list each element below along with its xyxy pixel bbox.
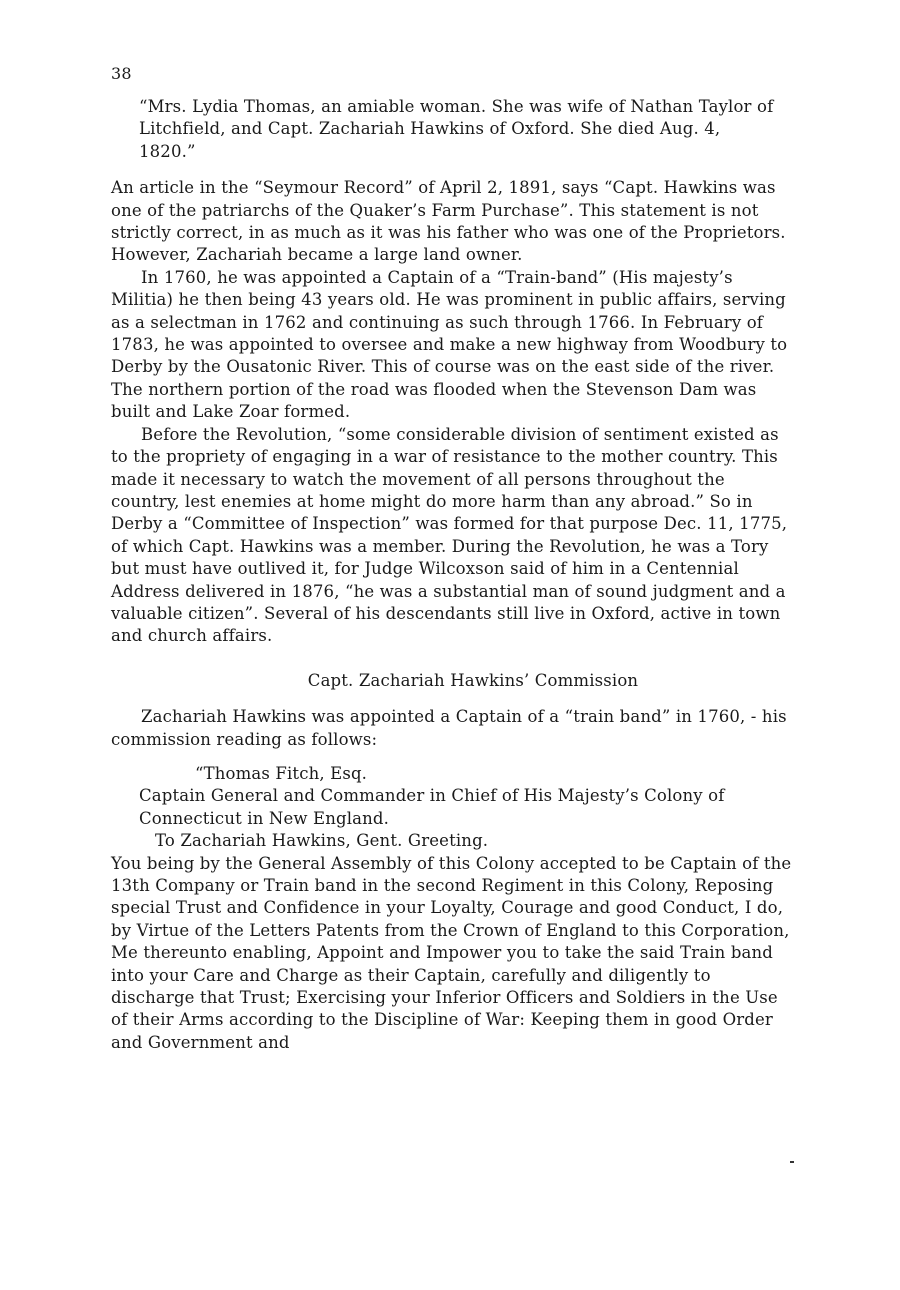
commission-salutation: “Thomas Fitch, Esq. — [195, 763, 368, 783]
commission-body: You being by the General Assembly of this Colony accepted to be Captain of the 13th Company or Train band in the second Regiment in this Colony, Reposing special Trust and Confidence in your Loyalty, Courage and good Conduct, I do, by Virtue of the Letters Patents from the Crown of England to this Corporation, Me thereunto enabling, Appoint and Impower you to take the said Train band into your Care and Charge as their Captain, carefully and diligently to discharge that Trust; Exercising your Inferior Officers and Soldiers in the Use of their Arms according to the Discipline of War: Keeping them in good Order and Government and — [111, 853, 792, 1052]
commission-greeting: To Zachariah Hawkins, Gent. Greeting. — [155, 831, 489, 851]
seymour-record-paragraph: An article in the “Seymour Record” of April 2, 1891, says “Capt. Hawkins was one of the patriarchs of the Quaker’s Farm Purchase”. This statement is not strictly correct, in as much as it was his father who was one of the Proprietors. However, Zachariah became a large land owner. — [111, 178, 786, 265]
revolution-paragraph: Before the Revolution, “some considerable division of sentiment existed as to the propriety of engaging in a war of resistance to the mother country. This made it necessary to watch the movement of all persons throughout the country, lest enemies at home might do more harm than any abroad.” So in Derby a “Committee of Inspection” was formed for that purpose Dec. 11, 1775, of which Capt. Hawkins was a member. During the Revolution, he was a Tory but must have outlived it, for Judge Wilcoxson said of him in a Centennial Address delivered in 1876, “he was a substantial man of sound judgment and a valuable citizen”. Several of his descendants still live in Oxford, active in town and church affairs. — [111, 424, 788, 646]
commission-text — [111, 763, 795, 1054]
page-body — [111, 96, 795, 1054]
section-heading: Capt. Zachariah Hawkins’ Commission — [307, 670, 639, 690]
stray-mark — [790, 1161, 794, 1163]
page-number: 38 — [111, 64, 132, 83]
commission-intro-paragraph: Zachariah Hawkins was appointed a Captain of a “train band” in 1760, - his commission reading as follows: — [111, 707, 787, 749]
commission-title: Captain General and Commander in Chief of His Majesty’s Colony of Connecticut in New England. — [139, 786, 725, 828]
opening-quote-paragraph: “Mrs. Lydia Thomas, an amiable woman. She was wife of Nathan Taylor of Litchfield, and Capt. Zachariah Hawkins of Oxford. She died Aug. 4, 1820.” — [139, 97, 774, 161]
train-band-paragraph: In 1760, he was appointed a Captain of a “Train-band” (His majesty’s Militia) he then being 43 years old. He was prominent in public affairs, serving as a selectman in 1762 and continuing as such through 1766. In February of 1783, he was appointed to oversee and make a new highway from Woodbury to Derby by the Ousatonic River. This of course was on the east side of the river. The northern portion of the road was flooded when the Stevenson Dam was built and Lake Zoar formed. — [111, 267, 788, 422]
